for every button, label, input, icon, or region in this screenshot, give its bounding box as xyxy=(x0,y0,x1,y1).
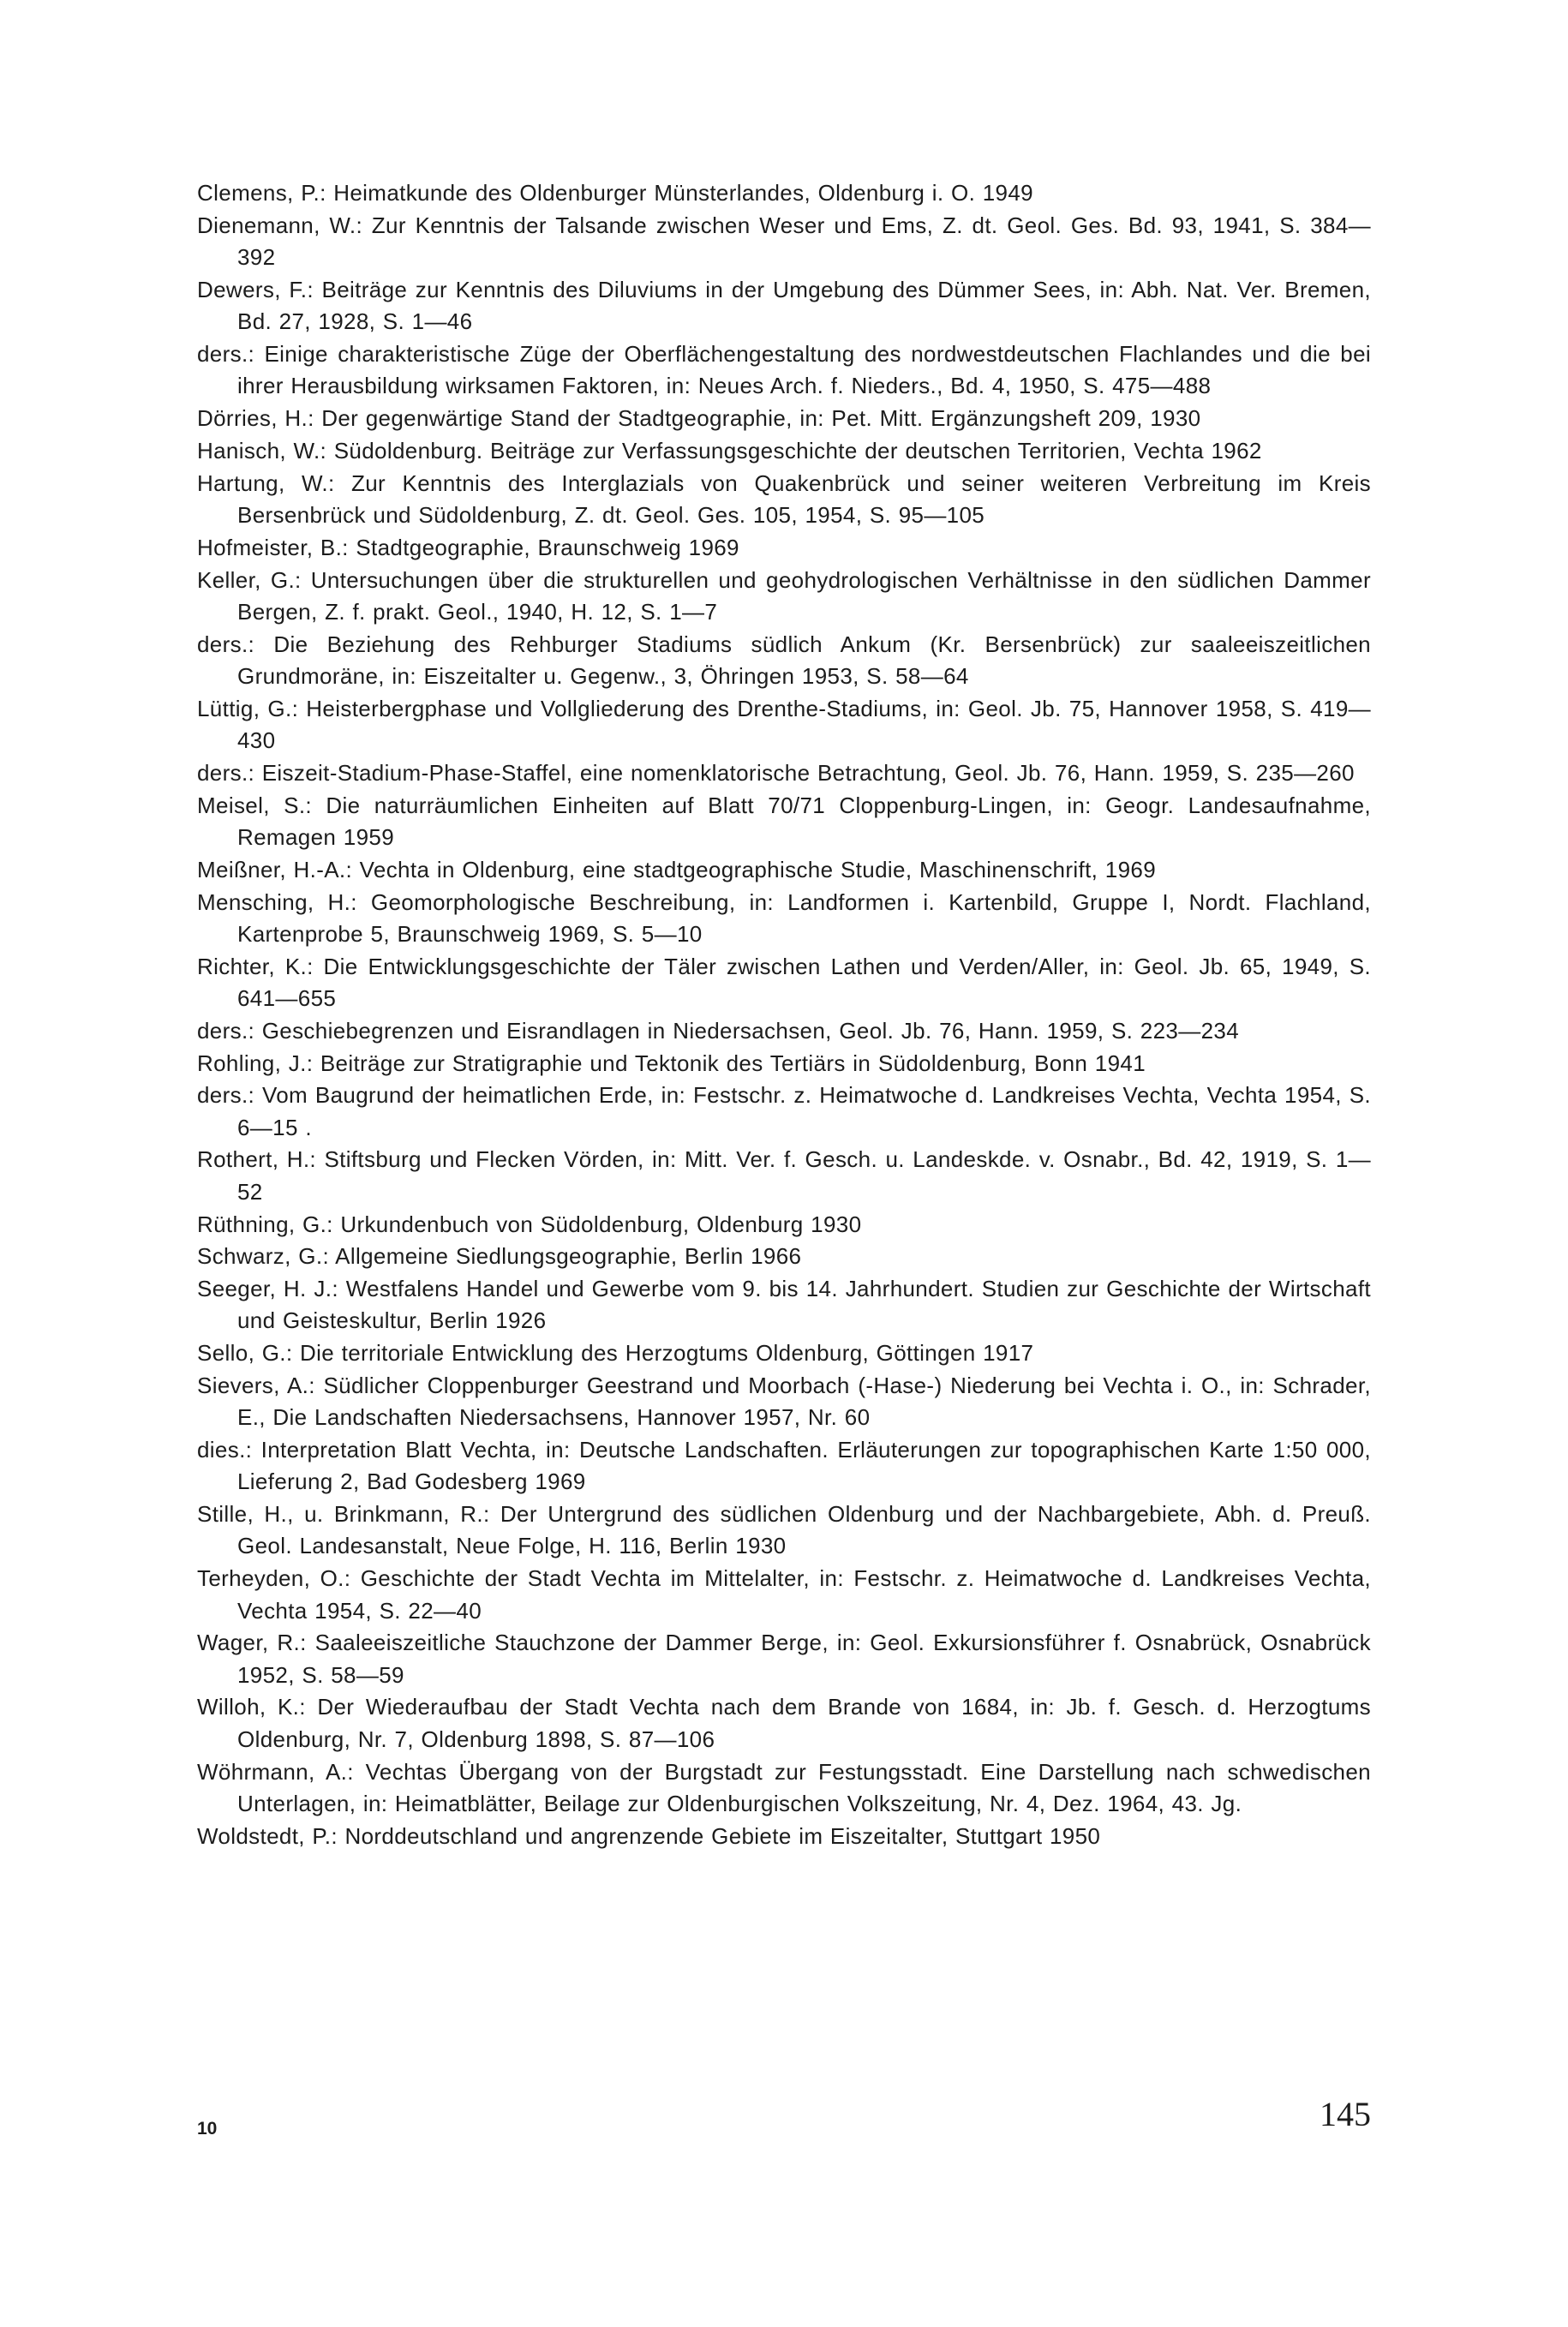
bibliography-entry: ders.: Geschiebegrenzen und Eisrandlagen in Niedersachsen, Geol. Jb. 76, Hann. 1959, S. 223—234 xyxy=(197,1017,1239,1044)
bibliography-entry: Sello, G.: Die territoriale Entwicklung des Herzogtums Oldenburg, Göttingen 1917 xyxy=(197,1340,1034,1367)
bibliography-entry: Sievers, A.: Südlicher Cloppenburger Geestrand und Moorbach (-Hase-) Niederung bei Vechta i. O., in: Schrader, E., Die Landschaften Niedersachsens, Hannover 1957, Nr. 60 xyxy=(197,1372,1371,1431)
bibliography-entry: ders.: Eiszeit-Stadium-Phase-Staffel, eine nomenklatorische Betrachtung, Geol. Jb. 76, Hann. 1959, S. 235—260 xyxy=(197,759,1355,786)
bibliography-entry: Richter, K.: Die Entwicklungsgeschichte der Täler zwischen Lathen und Verden/Aller, in: Geol. Jb. 65, 1949, S. 641—655 xyxy=(197,953,1371,1011)
bibliography-entry: ders.: Die Beziehung des Rehburger Stadiums südlich Ankum (Kr. Bersenbrück) zur saaleeiszeitlichen Grundmoräne, in: Eiszeitalter u. Gegenw., 3, Öhringen 1953, S. 58—64 xyxy=(197,631,1371,689)
bibliography-entry: Rüthning, G.: Urkundenbuch von Südoldenburg, Oldenburg 1930 xyxy=(197,1211,862,1237)
bibliography-entry: Dewers, F.: Beiträge zur Kenntnis des Diluviums in der Umgebung des Dümmer Sees, in: Abh. Nat. Ver. Bremen, Bd. 27, 1928, S. 1—46 xyxy=(197,276,1371,335)
bibliography-entry: Hofmeister, B.: Stadtgeographie, Braunschweig 1969 xyxy=(197,534,739,560)
bibliography-entry: Wöhrmann, A.: Vechtas Übergang von der Burgstadt zur Festungsstadt. Eine Darstellung nach schwedischen Unterlagen, in: Heimatblätter, Beilage zur Oldenburgischen Volkszeitung, Nr. 4, Dez. 1964, 43. Jg. xyxy=(197,1758,1371,1816)
bibliography-entry: Stille, H., u. Brinkmann, R.: Der Untergrund des südlichen Oldenburg und der Nachbargebiete, Abh. d. Preuß. Geol. Landesanstalt, Neue Folge, H. 116, Berlin 1930 xyxy=(197,1501,1371,1559)
bibliography-entry: Dörries, H.: Der gegenwärtige Stand der Stadtgeographie, in: Pet. Mitt. Ergänzungsheft 209, 1930 xyxy=(197,405,1201,432)
bibliography-entry: Schwarz, G.: Allgemeine Siedlungsgeographie, Berlin 1966 xyxy=(197,1243,802,1270)
bibliography-entry: Rohling, J.: Beiträge zur Stratigraphie und Tektonik des Tertiärs in Südoldenburg, Bonn 1941 xyxy=(197,1050,1146,1076)
bibliography-entry: Meisel, S.: Die naturräumlichen Einheiten auf Blatt 70/71 Cloppenburg-Lingen, in: Geogr. Landesaufnahme, Remagen 1959 xyxy=(197,792,1371,850)
bibliography-entry: Seeger, H. J.: Westfalens Handel und Gewerbe vom 9. bis 14. Jahrhundert. Studien zur Geschichte der Wirtschaft und Geisteskultur, Berlin 1926 xyxy=(197,1276,1371,1334)
bibliography-entry: ders.: Vom Baugrund der heimatlichen Erde, in: Festschr. z. Heimatwoche d. Landkreises Vechta, Vechta 1954, S. 6—15 . xyxy=(197,1082,1371,1140)
bibliography-entry: Terheyden, O.: Geschichte der Stadt Vechta im Mittelalter, in: Festschr. z. Heimatwoche d. Landkreises Vechta, Vechta 1954, S. 22—40 xyxy=(197,1565,1371,1624)
bibliography-entry: dies.: Interpretation Blatt Vechta, in: Deutsche Landschaften. Erläuterungen zur topographischen Karte 1:50 000, Lieferung 2, Bad Godesberg 1969 xyxy=(197,1437,1371,1495)
bibliography-entry: Rothert, H.: Stiftsburg und Flecken Vörden, in: Mitt. Ver. f. Gesch. u. Landeskde. v. Osnabr., Bd. 42, 1919, S. 1—52 xyxy=(197,1146,1371,1205)
bibliography-entry: Lüttig, G.: Heisterbergphase und Vollgliederung des Drenthe-Stadiums, in: Geol. Jb. 75, Hannover 1958, S. 419—430 xyxy=(197,695,1371,754)
bibliography-entry: Clemens, P.: Heimatkunde des Oldenburger Münsterlandes, Oldenburg i. O. 1949 xyxy=(197,180,1033,206)
bibliography-entry: Willoh, K.: Der Wiederaufbau der Stadt Vechta nach dem Brande von 1684, in: Jb. f. Gesch. d. Herzogtums Oldenburg, Nr. 7, Oldenburg 1898, S. 87—106 xyxy=(197,1694,1371,1752)
bibliography-entry: Wager, R.: Saaleeiszeitliche Stauchzone der Dammer Berge, in: Geol. Exkursionsführer f. Osnabrück, Osnabrück 1952, S. 58—59 xyxy=(197,1630,1371,1688)
bibliography-entry: Meißner, H.-A.: Vechta in Oldenburg, eine stadtgeographische Studie, Maschinenschrift, 1969 xyxy=(197,856,1157,882)
bibliography-entry: Hanisch, W.: Südoldenburg. Beiträge zur Verfassungsgeschichte der deutschen Territorien, Vechta 1962 xyxy=(197,437,1262,464)
page-number: 145 xyxy=(1320,2095,1371,2133)
footer-signature-mark: 10 xyxy=(197,2119,218,2139)
bibliography-entry: Keller, G.: Untersuchungen über die strukturellen und geohydrologischen Verhältnisse in den südlichen Dammer Bergen, Z. f. prakt. Geol., 1940, H. 12, S. 1—7 xyxy=(197,566,1371,625)
bibliography-entry: Hartung, W.: Zur Kenntnis des Interglazials von Quakenbrück und seiner weiteren Verbreitung im Kreis Bersenbrück und Südoldenburg, Z. dt. Geol. Ges. 105, 1954, S. 95—105 xyxy=(197,470,1371,528)
bibliography-entry: Dienemann, W.: Zur Kenntnis der Talsande zwischen Weser und Ems, Z. dt. Geol. Ges. Bd. 93, 1941, S. 384—392 xyxy=(197,212,1371,271)
bibliography-entry: Mensching, H.: Geomorphologische Beschreibung, in: Landformen i. Kartenbild, Gruppe I, Nordt. Flachland, Kartenprobe 5, Braunschweig 1969, S. 5—10 xyxy=(197,888,1371,947)
bibliography-entry: Woldstedt, P.: Norddeutschland und angrenzende Gebiete im Eiszeitalter, Stuttgart 1950 xyxy=(197,1822,1101,1849)
bibliography-entry: ders.: Einige charakteristische Züge der Oberflächengestaltung des nordwestdeutschen Flachlandes und die bei ihrer Herausbildung wirksamen Faktoren, in: Neues Arch. f. Nieders., Bd. 4, 1950, S. 475—488 xyxy=(197,340,1371,399)
bibliography-list xyxy=(197,177,1371,1852)
